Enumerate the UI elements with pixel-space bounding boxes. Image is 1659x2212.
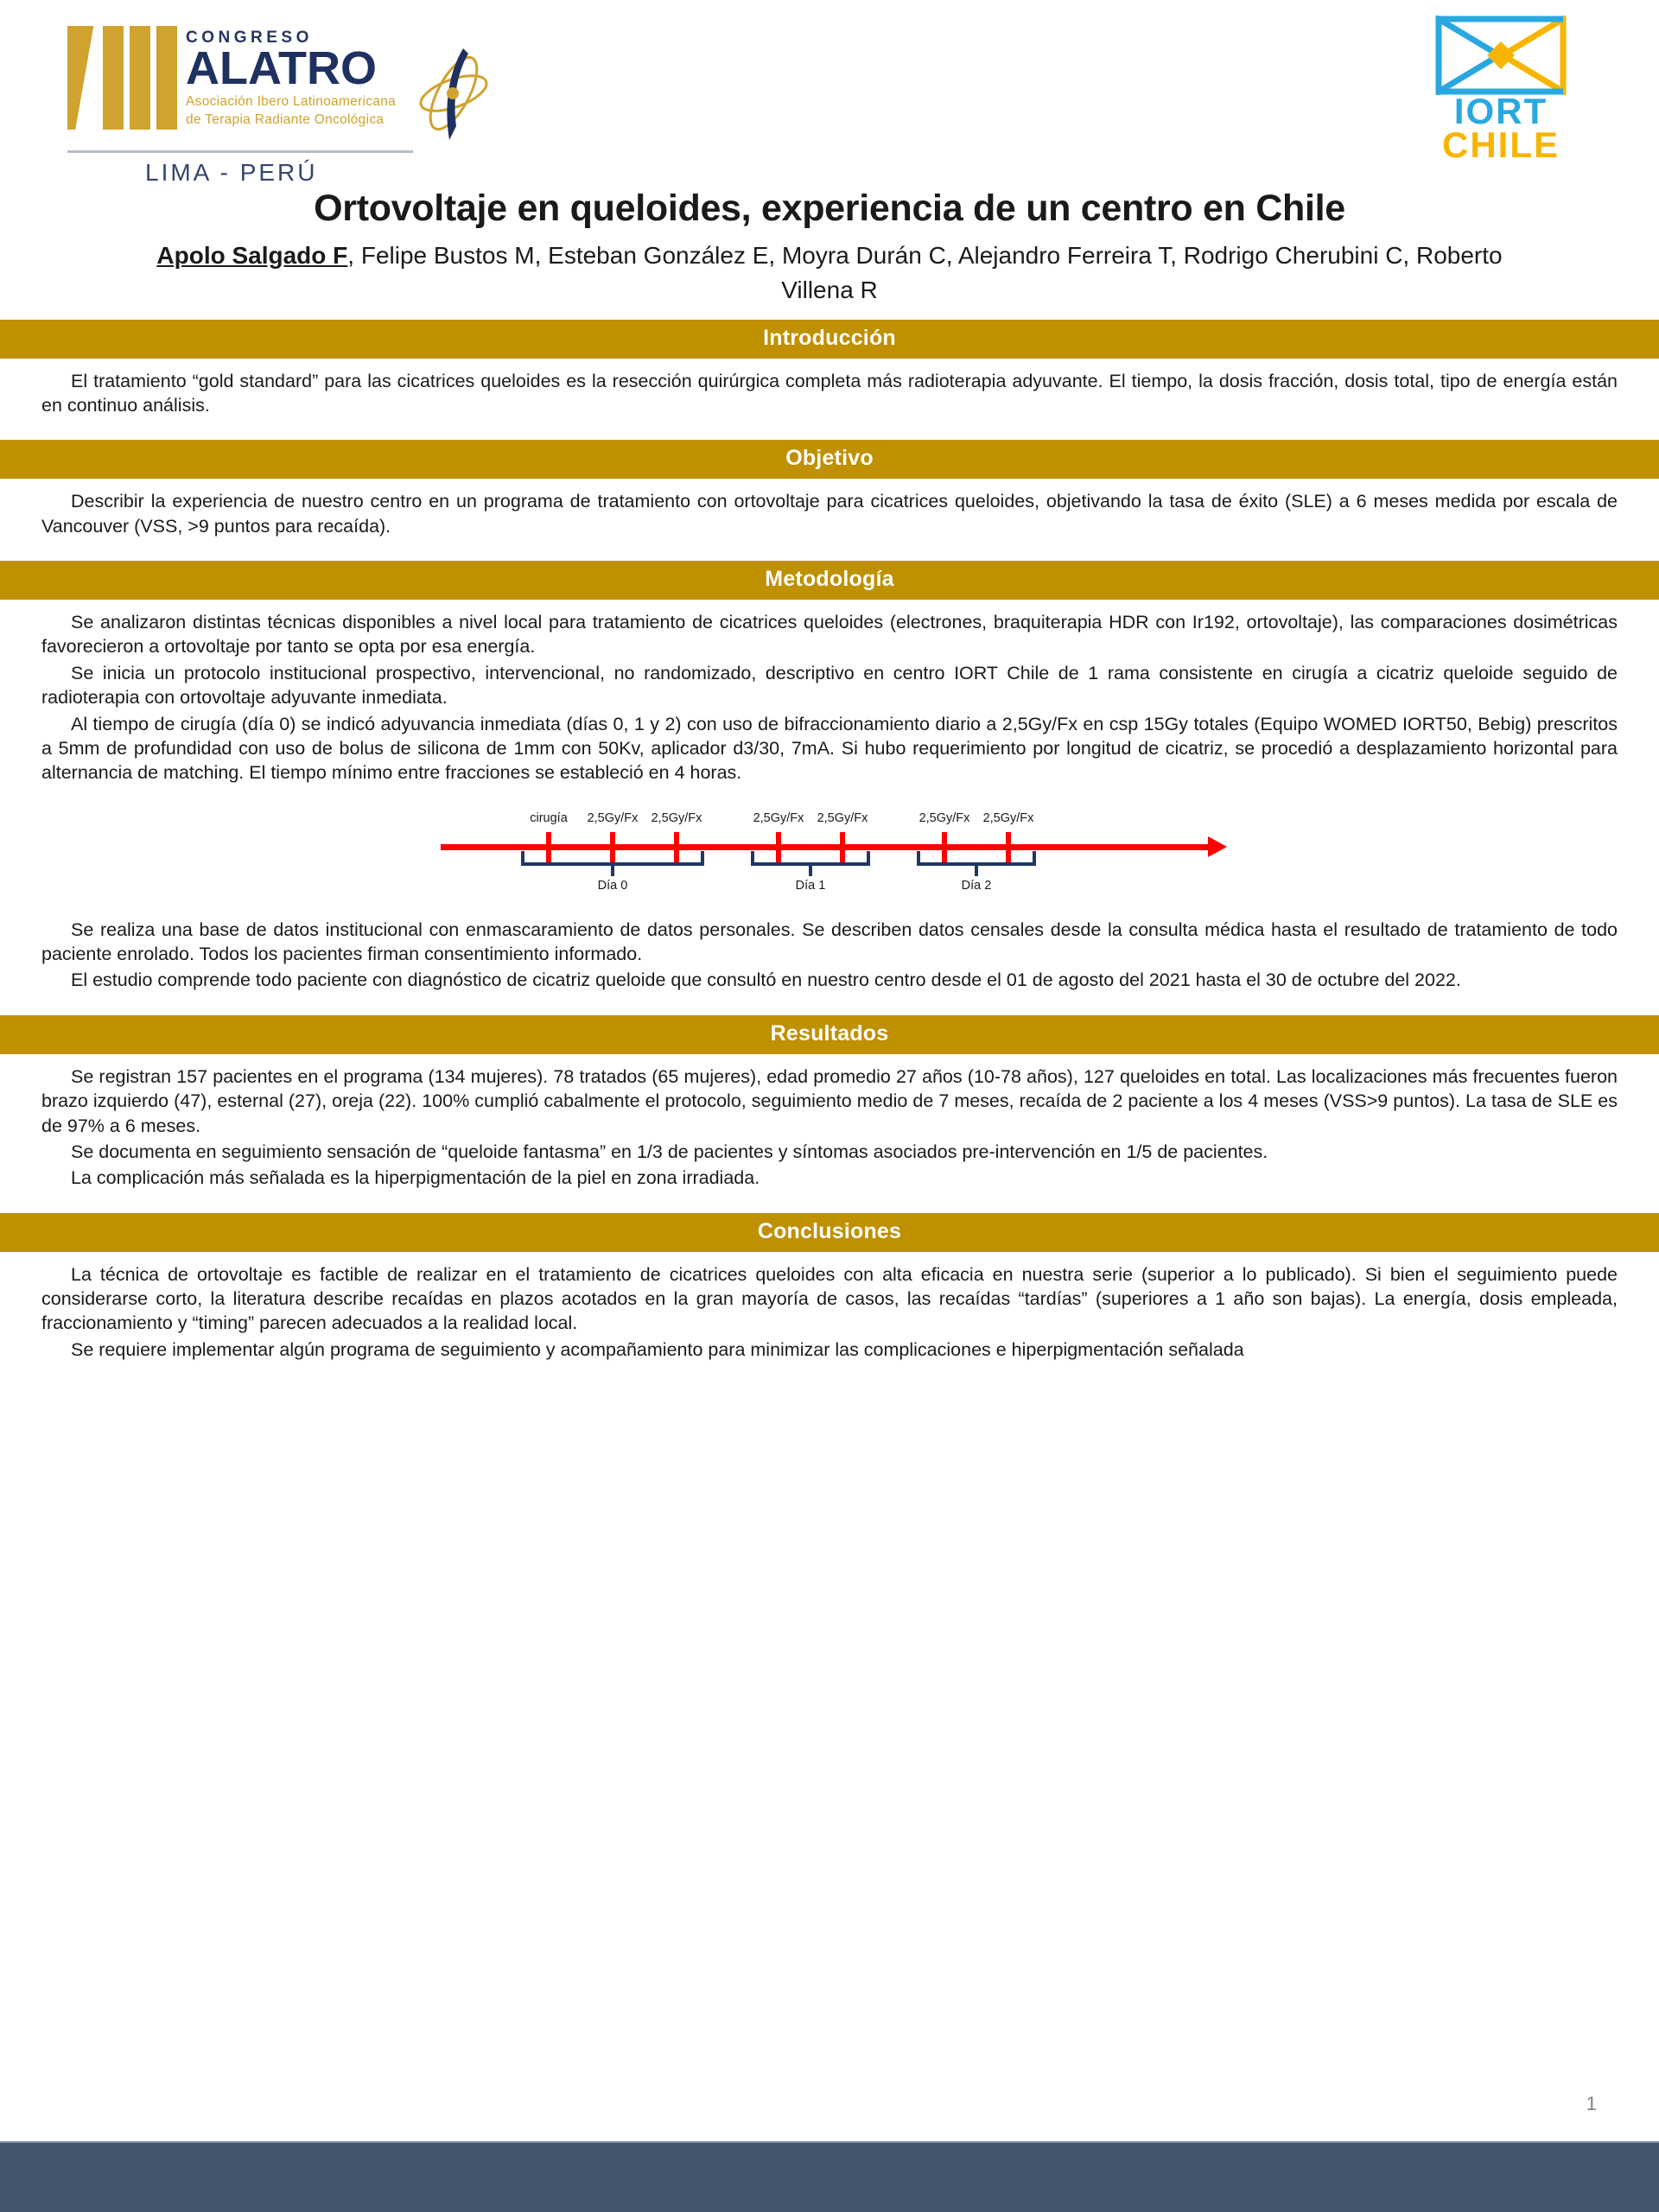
co-authors: , Felipe Bustos M, Esteban González E, Moyra Durán C, Alejandro Ferreira T, Rodrigo Cherubini C, Roberto Villena R	[347, 242, 1503, 303]
author-list	[0, 230, 1659, 308]
section-metodologia	[0, 561, 1659, 1003]
section-resultados	[0, 1015, 1659, 1201]
iort-bowtie-icon	[1410, 16, 1592, 95]
iort-word-iort: IORT	[1453, 91, 1548, 131]
alatro-congreso-word: CONGRESO	[186, 29, 313, 47]
section-body-conclusiones	[0, 1252, 1659, 1373]
alatro-subtitle-line1: Asociación Ibero Latinoamericana	[186, 94, 397, 110]
footer-bar	[0, 2143, 1659, 2212]
paragraph: Se inicia un protocolo institucional prospectivo, intervencional, no randomizado, descriptivo en centro IORT Chile de 1 rama consistente en cirugía a cicatriz queloide seguido de radioterapia con ortovoltaje adyuvante inmediata.	[41, 662, 1618, 709]
poster-title: Ortovoltaje en queloides, experiencia de un centro en Chile	[314, 188, 1345, 229]
timeline-day-label: Día 0	[597, 878, 628, 893]
paragraph: La complicación más señalada es la hiperpigmentación de la piel en zona irradiada.	[71, 1167, 760, 1189]
timeline-arrowhead-icon	[1208, 836, 1227, 857]
timeline-day-label: Día 2	[961, 878, 992, 893]
section-body-metodologia-cont	[0, 907, 1659, 1003]
roman-numeral-viii-icon	[67, 26, 177, 130]
paragraph: Se analizaron distintas técnicas disponibles a nivel local para tratamiento de cicatrices queloides (electrones, braquiterapia HDR con Ir192, ortovoltaje), las comparaciones dosimétricas favorecieron a ortovoltaje por tanto se opta por esa energía.	[41, 612, 1618, 658]
timeline-event-label: 2,5Gy/Fx	[982, 810, 1034, 825]
paragraph: Al tiempo de cirugía (día 0) se indicó adyuvancia inmediata (días 0, 1 y 2) con uso de bifraccionamiento diario a 2,5Gy/Fx en csp 15Gy totales (Equipo WOMED IORT50, Bebig) prescritos a 5mm de profundidad con uso de bolus de silicona de 1mm con 50Kv, aplicador d3/30, 7mA. Si hubo requerimiento por longitud de cicatriz, se procedió a desplazamiento horizontal para alternancia de matching. El tiempo mínimo entre fracciones se estableció en 4 horas.	[41, 713, 1618, 784]
timeline-day-label: Día 1	[795, 878, 826, 893]
timeline-brace-stem	[809, 865, 812, 876]
timeline-day-brace	[917, 851, 1036, 866]
paragraph: El estudio comprende todo paciente con diagnóstico de cicatriz queloide que consultó en nuestro centro desde el 01 de agosto del 2021 hasta el 30 de octubre del 2022.	[71, 969, 1461, 991]
section-body-objetivo	[0, 479, 1659, 549]
section-conclusiones	[0, 1213, 1659, 1373]
page-number: 1	[1586, 2093, 1597, 2114]
alatro-congress-logo	[67, 22, 474, 186]
section-heading-introduccion: Introducción	[0, 320, 1659, 359]
timeline-day-brace	[521, 851, 704, 866]
paragraph: Describir la experiencia de nuestro centro en un programa de tratamiento con ortovoltaje para cicatrices queloides, objetivando la tasa de éxito (SLE) a 6 meses medida por escala de Vancouver (VSS, >9 puntos para recaída).	[41, 491, 1618, 537]
timeline-brace-stem	[611, 865, 614, 876]
timeline-event-label: 2,5Gy/Fx	[918, 810, 970, 825]
section-introduccion	[0, 320, 1659, 429]
timeline-event-label: 2,5Gy/Fx	[817, 810, 868, 825]
paragraph: La técnica de ortovoltaje es factible de realizar en el tratamiento de cicatrices queloides con alta eficacia en nuestra serie (superior a lo publicado). Si bien el seguimiento puede considerarse corto, la literatura describe recaídas en plazos acotados en la gran mayoría de casos, las recaídas “tardías” (superiores a 1 año son bajas). La energía, dosis empleada, fraccionamiento y “timing” parecen adecuados a la realidad local.	[41, 1263, 1618, 1334]
iort-chile-logo	[1410, 16, 1592, 165]
timeline-day-brace	[751, 851, 870, 866]
timeline-event-label: cirugía	[530, 810, 568, 825]
congress-city: LIMA - PERÚ	[145, 159, 318, 186]
section-heading-metodologia: Metodología	[0, 561, 1659, 600]
poster-header	[0, 0, 1659, 186]
alatro-acronym: ALATRO	[186, 42, 377, 94]
treatment-timeline-figure	[432, 808, 1227, 899]
timeline-event-label: 2,5Gy/Fx	[587, 810, 639, 825]
section-body-introduccion	[0, 359, 1659, 429]
section-body-metodologia	[0, 600, 1659, 796]
timeline-event-label: 2,5Gy/Fx	[753, 810, 804, 825]
lead-author: Apolo Salgado F	[156, 242, 348, 269]
alatro-subtitle-line2: de Terapia Radiante Oncológica	[186, 112, 385, 128]
paragraph: Se realiza una base de datos institucional con enmascaramiento de datos personales. Se describen datos censales desde la consulta médica hasta el resultado de tratamiento de todo paciente enrolado. Todos los pacientes firman consentimiento informado.	[41, 918, 1618, 964]
timeline-event-label: 2,5Gy/Fx	[651, 810, 702, 825]
section-heading-conclusiones: Conclusiones	[0, 1213, 1659, 1252]
section-heading-resultados: Resultados	[0, 1015, 1659, 1054]
section-objetivo	[0, 440, 1659, 549]
section-heading-objetivo: Objetivo	[0, 440, 1659, 479]
iort-word-chile: CHILE	[1442, 124, 1560, 165]
paragraph: Se registran 157 pacientes en el programa (134 mujeres). 78 tratados (65 mujeres), edad promedio 27 años (10-78 años), 127 queloides en total. Las localizaciones más frecuentes fueron brazo izquierdo (47), esternal (27), oreja (22). 100% cumplió cabalmente el protocolo, seguimiento medio de 7 meses, recaída de 2 paciente a los 4 meses (VSS>9 puntos). La tasa de SLE es de 97% a 6 meses.	[41, 1065, 1618, 1136]
atom-swoosh-icon	[413, 40, 495, 152]
paragraph: Se documenta en seguimiento sensación de “queloide fantasma” en 1/3 de pacientes y síntomas asociados pre-intervención en 1/5 de pacientes.	[71, 1141, 1268, 1162]
timeline-brace-stem	[975, 865, 978, 876]
timeline-axis	[441, 844, 1210, 850]
logo-divider	[67, 150, 413, 153]
paragraph: Se requiere implementar algún programa de seguimiento y acompañamiento para minimizar las complicaciones e hiperpigmentación señalada	[71, 1338, 1244, 1360]
paragraph: El tratamiento “gold standard” para las cicatrices queloides es la resección quirúrgica completa más radioterapia adyuvante. El tiempo, la dosis fracción, dosis total, tipo de energía están en continuo análisis.	[41, 370, 1618, 416]
section-body-resultados	[0, 1054, 1659, 1201]
